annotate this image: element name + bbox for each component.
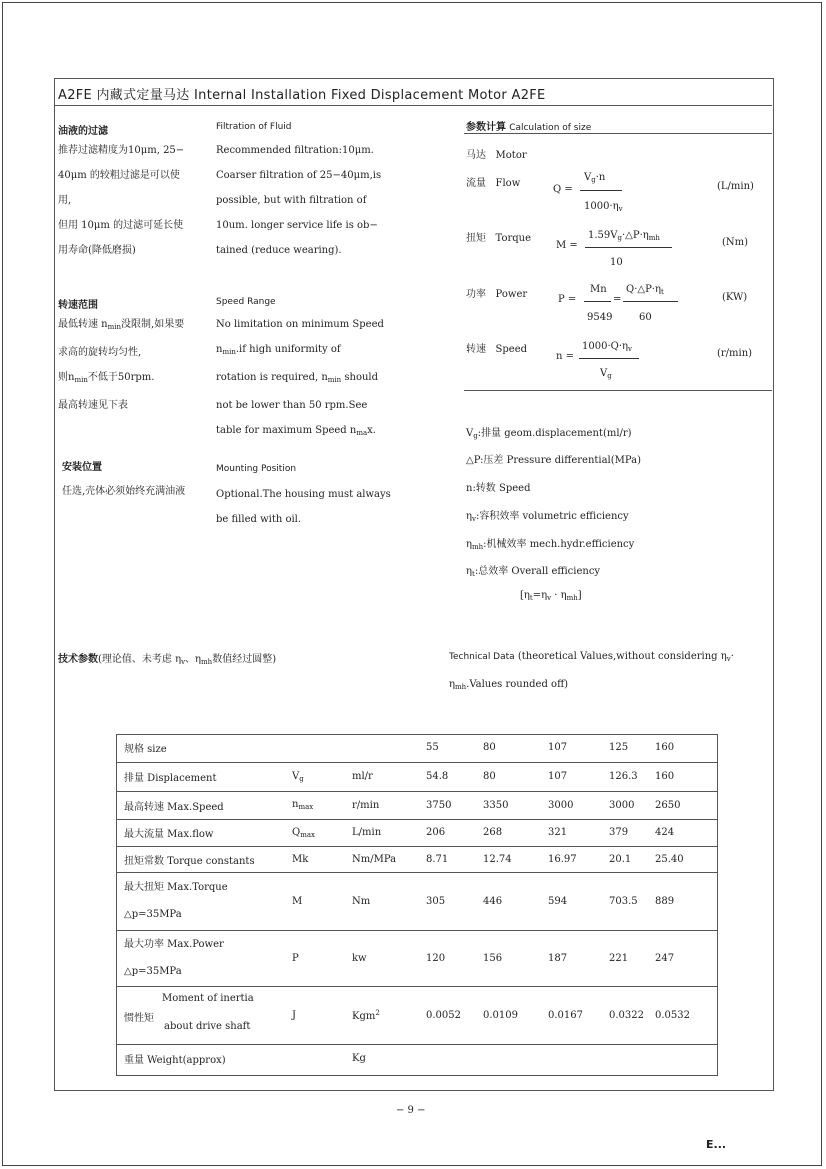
speed-range-text-en: No limitation on minimum Speed $n_{min}.if$ high uniformity of rotation is required, $n_{min}$ should not be lower than 50 rpm.See table for maximum Speed $n_{ma}x$. [216, 319, 384, 437]
title-divider [54, 105, 772, 106]
tech-data-heading-en-cont: $\eta_{mh}.Values$ rounded off) [449, 679, 569, 691]
flow-fraction-bar [580, 190, 622, 191]
speed-numerator: $1000\cdot Q\cdot\eta_v$ [582, 341, 632, 353]
mounting-text-cn: 任选,壳体必须始终充满油液 [62, 486, 186, 497]
power-equals: = [613, 294, 622, 305]
size-80: 80 [483, 742, 496, 754]
speed-range-heading-en: Speed Range [216, 297, 276, 307]
size-55: 55 [426, 742, 439, 754]
calc-heading: 参数计算 Calculation of size [466, 122, 592, 133]
mounting-heading-cn: 安装位置 [62, 462, 102, 473]
calc-heading-rule [464, 133, 772, 134]
legend-vg: $V_g$:排量 geom.displacement(ml/r) [466, 428, 632, 440]
power-numerator-2: $Q\cdot\triangle P\cdot\eta_t$ [626, 284, 664, 296]
spec-table [116, 734, 717, 1072]
table-row-torque-constants: 扭矩常数 Torque constants Mk Nm/MPa 8.71 12.74 16.97 20.1 25.40 [116, 846, 717, 872]
flow-denominator: $1000\cdot\eta_v$ [584, 201, 623, 213]
table-row-max-flow: 最大流量 Max.flow $Q_{max}$ L/min 206 268 321 379 424 [116, 819, 717, 846]
power-denominator-1: 9549 [587, 312, 613, 323]
legend-n: n:转数 Speed [466, 483, 531, 494]
flow-lhs: Q = [553, 184, 573, 195]
power-fraction-bar-1 [584, 301, 611, 302]
calc-bottom-rule [464, 390, 772, 391]
size-125: 125 [609, 742, 629, 754]
speed-unit: (r/min) [717, 348, 753, 359]
flow-unit: (L/min) [717, 181, 754, 192]
mounting-heading-en: Mounting Position [216, 464, 297, 474]
calc-speed-label: 转速 Speed [466, 344, 528, 355]
speed-range-text-cn: 最低转速 $n_{min}$没限制,如果要 求高的旋转均匀性, 则$n_{min}$不低于50rpm. 最高转速见下表 [58, 319, 185, 411]
legend-eta-relation: $[\eta_t=\eta_v \cdot \eta_{mh}]$ [520, 590, 582, 602]
page-title: A2FE 内藏式定量马达 Internal Installation Fixed Displacement Motor A2FE [58, 88, 546, 103]
size-160: 160 [655, 742, 675, 754]
table-row-max-torque: 最大扭矩 Max.Torque △p=35MPa M Nm 305 446 594 703.5 889 [116, 872, 717, 930]
flow-numerator: $V_g\cdot n$ [584, 172, 606, 184]
filtration-heading-en: Filtration of Fluid [216, 122, 292, 132]
table-row-displacement: 排量 Displacement $V_g$ ml/r 54.8 80 107 126.3 160 [116, 762, 717, 791]
torque-numerator: $1.59V_g\cdot\triangle P\cdot\eta_{mh}$ [588, 230, 660, 242]
tech-data-heading-cn: 技术参数(理论值、未考虑 $\eta_v$、$\eta_{mh}$数值经过圆整) [58, 654, 277, 666]
calc-torque-label: 扭矩 Torque [466, 233, 532, 244]
calc-power-label: 功率 Power [466, 289, 528, 300]
power-denominator-2: 60 [639, 312, 652, 323]
corner-mark: E... [706, 1138, 727, 1151]
power-lhs: P = [558, 294, 577, 305]
filtration-text-en: Recommended filtration:10μm. Coarser filtration of 25−40μm,is possible, but with filtration of 10um. longer service life is ob− tained (reduce wearing). [216, 145, 382, 256]
power-fraction-bar-2 [623, 301, 678, 302]
torque-unit: (Nm) [722, 237, 749, 248]
power-numerator-1: Mn [590, 284, 607, 295]
page-number: − 9 − [396, 1105, 426, 1116]
legend-delta-p: △P:压差 Pressure differential(MPa) [466, 455, 642, 466]
mounting-text-en: Optional.The housing must always be filled with oil. [216, 489, 391, 525]
torque-denominator: 10 [610, 257, 623, 268]
speed-denominator: $V_g$ [600, 368, 612, 380]
speed-range-heading-cn: 转速范围 [58, 300, 98, 311]
torque-fraction-bar [585, 247, 672, 248]
legend-eta-mh: $\eta_{mh}$:机械效率 mech.hydr.efficiency [466, 539, 635, 551]
calc-flow-label: 流量 Flow [466, 178, 521, 189]
table-row-max-speed: 最高转速 Max.Speed $n_{max}$ r/min 3750 3350 3000 3000 2650 [116, 791, 717, 819]
size-label: 规格 size [124, 744, 167, 756]
table-row-max-power: 最大功率 Max.Power △p=35MPa P kw 120 156 187 221 247 [116, 930, 717, 986]
power-unit: (KW) [722, 292, 748, 303]
speed-fraction-bar [579, 358, 639, 359]
speed-lhs: n = [556, 351, 574, 362]
calc-motor-label: 马达 Motor [466, 150, 527, 161]
table-row-weight: 重量 Weight(approx) Kg [124, 1052, 366, 1066]
legend-eta-t: $\eta_t$:总效率 Overall efficiency [466, 566, 601, 578]
filtration-text-cn: 推荐过滤精度为10μm, 25− 40μm 的较粗过滤是可以使 用, 但用 10μm 的过滤可延长使 用寿命(降低磨损) [58, 145, 185, 256]
legend-eta-v: $\eta_v$:容积效率 volumetric efficiency [466, 511, 629, 523]
tech-data-heading-en: Technical Data (theoretical Values,without considering $\eta_v\cdot$ [449, 651, 734, 663]
torque-lhs: M = [556, 240, 578, 251]
filtration-heading-cn: 油液的过滤 [58, 126, 108, 137]
size-107: 107 [548, 742, 568, 754]
table-row-size [116, 734, 717, 762]
table-row-inertia: Moment of inertia 惯性矩 about drive shaft J Kgm$^2$ 0.0052 0.0109 0.0167 0.0322 0.0532 [116, 986, 717, 1044]
